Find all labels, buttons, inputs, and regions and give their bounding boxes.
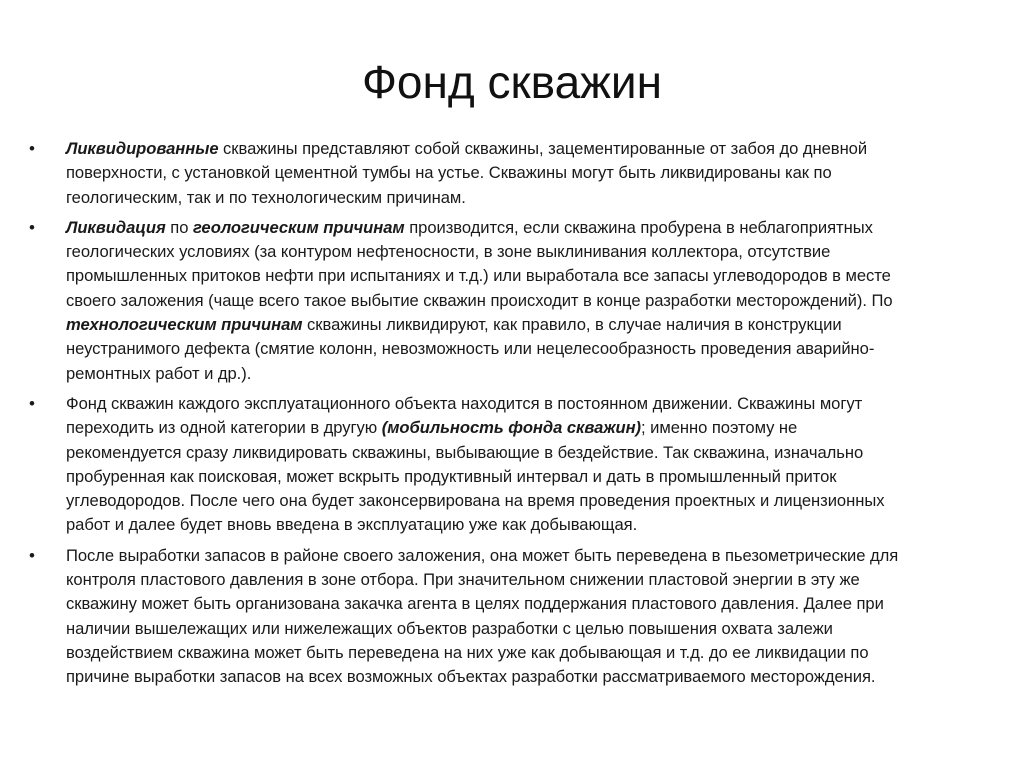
body-text: пробуренная как поисковая, может вскрыть продуктивный интервал и дать в промышленный приток bbox=[66, 466, 837, 486]
text-line bbox=[66, 465, 1024, 489]
bullet-dot-icon: • bbox=[29, 393, 35, 413]
bullet-dot-icon: • bbox=[29, 139, 35, 158]
text-line bbox=[66, 313, 1024, 337]
body-text: ; именно поэтому не bbox=[641, 418, 798, 438]
body-text: скважины ликвидируют, как правило, в случае наличия в конструкции bbox=[302, 315, 842, 335]
emphasis-text: Ликвидированные bbox=[66, 139, 219, 158]
text-line bbox=[66, 544, 1024, 568]
body-text: переходить из одной категории в другую bbox=[66, 418, 382, 438]
body-text: рекомендуется сразу ликвидировать скважины, выбывающие в бездействие. Так скважина, изначально bbox=[66, 442, 864, 462]
text-line bbox=[66, 289, 1024, 313]
bullet-dot-icon: • bbox=[29, 545, 35, 565]
text-line bbox=[66, 216, 1024, 240]
body-text: воздействием скважина может быть переведена на них уже как добывающая и т.д. до ее ликвидации по bbox=[66, 642, 869, 662]
body-text: своего заложения (чаще всего такое выбытие скважин происходит в конце разработки месторождений). По bbox=[66, 290, 893, 310]
text-line bbox=[66, 161, 1024, 185]
body-text: причине выработки запасов на всех возможных объектах разработки рассматриваемого месторождения. bbox=[66, 667, 876, 687]
text-line bbox=[66, 641, 1024, 665]
text-line bbox=[66, 392, 1024, 416]
text-line bbox=[66, 416, 1024, 440]
emphasis-text: технологическим причинам bbox=[66, 315, 303, 335]
text-line bbox=[66, 186, 1024, 210]
bullet-item-liquidation-reasons bbox=[0, 216, 1024, 386]
body-text: производится, если скважина пробурена в неблагоприятных bbox=[404, 217, 873, 237]
text-line bbox=[66, 513, 1024, 537]
text-line bbox=[66, 337, 1024, 361]
text-line bbox=[66, 568, 1024, 592]
emphasis-text: (мобильность фонда скважин) bbox=[381, 418, 642, 438]
bullet-item-well-stock-mobility bbox=[0, 392, 1024, 538]
text-line bbox=[66, 592, 1024, 616]
text-line bbox=[66, 362, 1024, 386]
emphasis-text: Ликвидация bbox=[66, 217, 166, 237]
body-text: геологическим, так и по технологическим причинам. bbox=[66, 187, 466, 207]
body-text: геологических условиях (за контуром нефтеносности, в зоне выклинивания коллектора, отсутствие bbox=[66, 242, 831, 262]
slide-title: Фонд скважин bbox=[361, 56, 663, 108]
emphasis-text: геологическим причинам bbox=[192, 217, 405, 237]
body-text: контроля пластового давления в зоне отбора. При значительном снижении пластовой энергии в эту же bbox=[66, 570, 860, 590]
body-text: неустранимого дефекта (смятие колонн, невозможность или нецелесообразность проведения аварийно- bbox=[66, 339, 875, 359]
body-text: по bbox=[165, 217, 193, 237]
body-text: поверхности, с установкой цементной тумбы на устье. Скважины могут быть ликвидированы как по bbox=[66, 163, 832, 183]
bullet-item-after-depletion bbox=[0, 544, 1024, 690]
text-line bbox=[66, 137, 1024, 161]
body-text: промышленных притоков нефти при испытаниях и т.д.) или выработала все запасы углеводородов в месте bbox=[66, 266, 891, 286]
text-line bbox=[66, 665, 1024, 689]
bullet-dot-icon: • bbox=[29, 217, 35, 237]
text-line bbox=[66, 489, 1024, 513]
body-text: углеводородов. После чего она будет законсервирована на время проведения проектных и лицензионных bbox=[66, 491, 885, 511]
text-line bbox=[66, 441, 1024, 465]
text-line bbox=[66, 264, 1024, 288]
text-line bbox=[66, 617, 1024, 641]
body-text: ремонтных работ и др.). bbox=[66, 363, 252, 383]
body-text: Фонд скважин каждого эксплуатационного объекта находится в постоянном движении. Скважины могут bbox=[66, 393, 863, 413]
text-line bbox=[66, 240, 1024, 264]
body-text: После выработки запасов в районе своего заложения, она может быть переведена в пьезометрические для bbox=[66, 545, 899, 565]
bullet-list bbox=[0, 137, 1024, 696]
body-text: скважину может быть организована закачка агента в целях поддержания пластового давления. Далее при bbox=[66, 594, 884, 614]
body-text: наличии вышележащих или нижележащих объектов разработки с целью повышения охвата залежи bbox=[66, 618, 833, 638]
bullet-item-liquidated-wells bbox=[0, 137, 1024, 210]
body-text: работ и далее будет вновь введена в эксплуатацию уже как добывающая. bbox=[66, 515, 638, 535]
body-text: скважины представляют собой скважины, зацементированные от забоя до дневной bbox=[218, 139, 868, 158]
